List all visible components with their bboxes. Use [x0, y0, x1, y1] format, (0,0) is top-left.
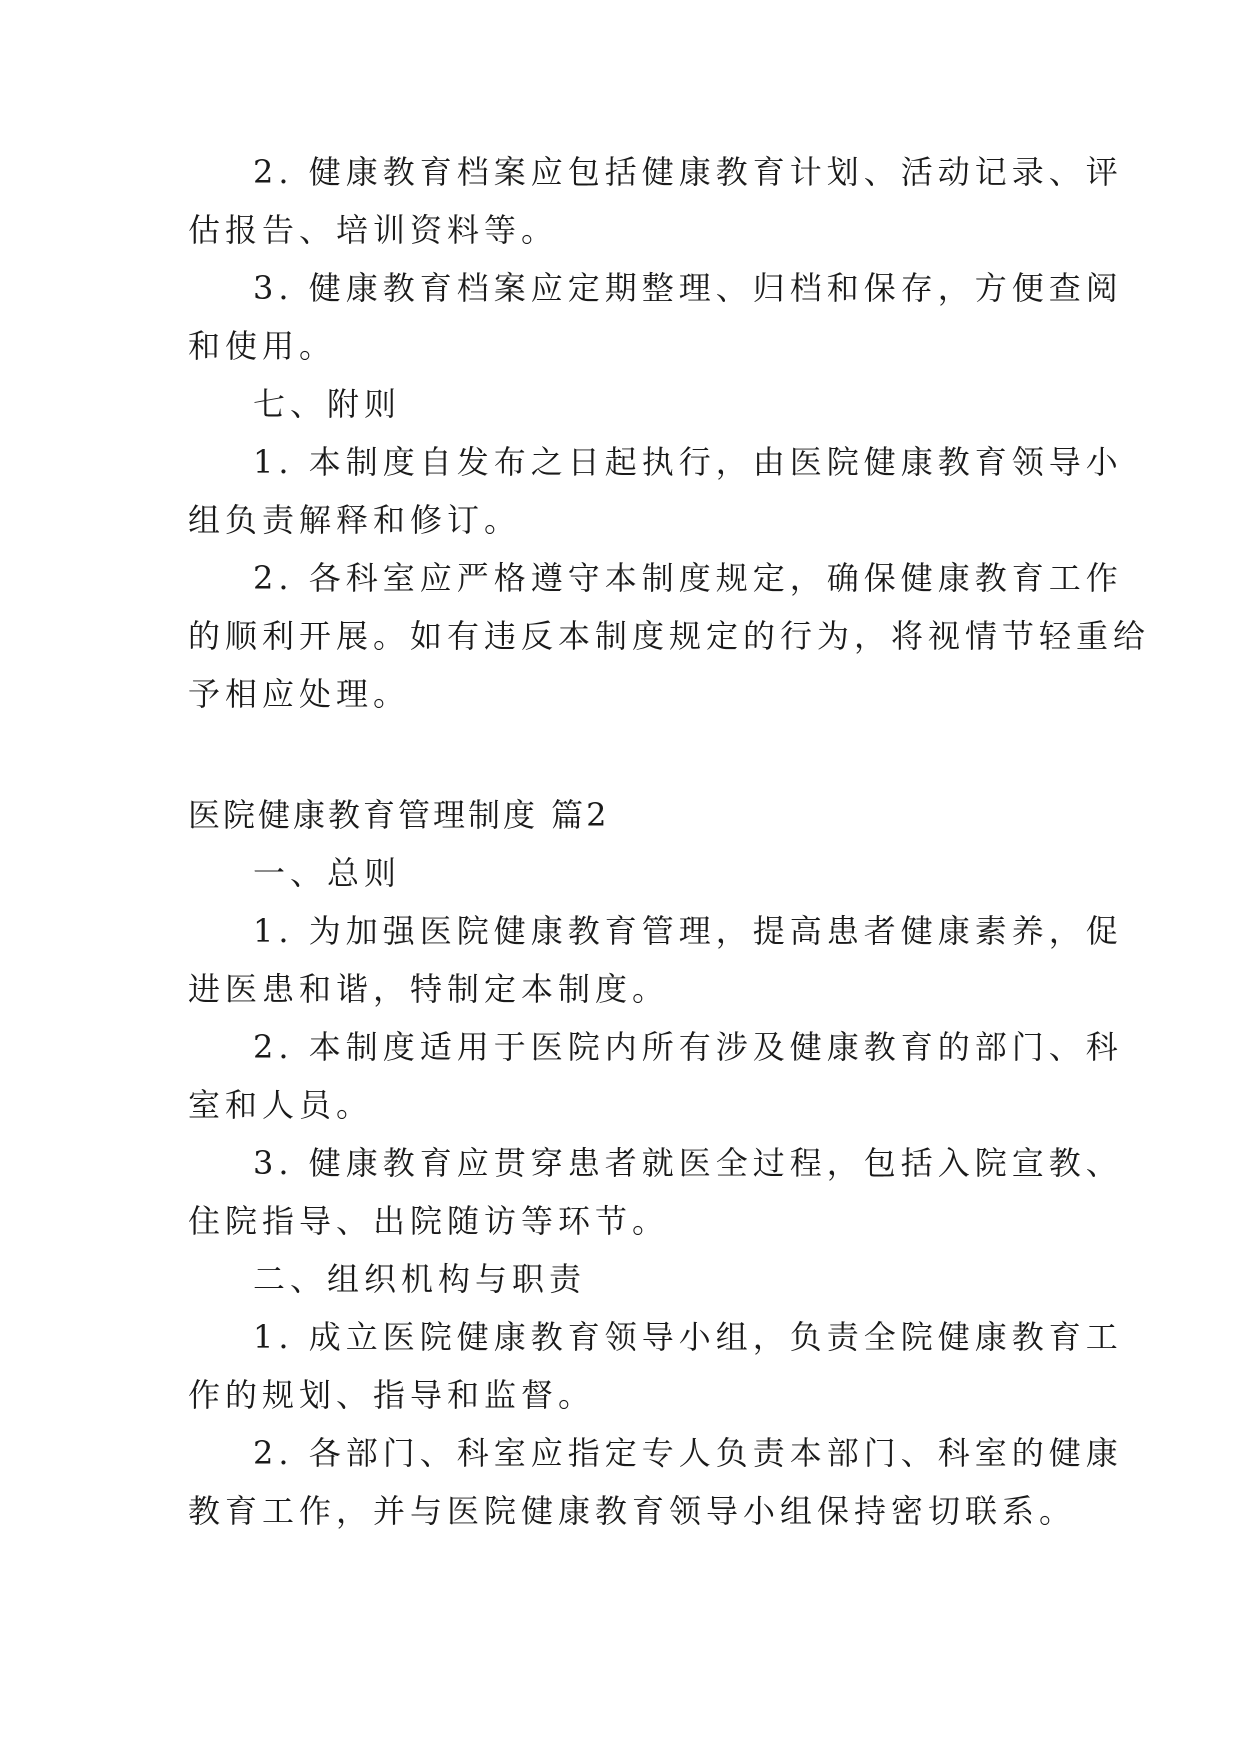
paragraph-line: 1. 为加强医院健康教育管理，提高患者健康素养，促	[253, 912, 1123, 950]
section-heading: 一、总则	[253, 854, 402, 892]
paragraph-line: 2. 本制度适用于医院内所有涉及健康教育的部门、科	[253, 1028, 1123, 1066]
paragraph-line: 2. 健康教育档案应包括健康教育计划、活动记录、评	[253, 153, 1123, 191]
paragraph-line: 2. 各部门、科室应指定专人负责本部门、科室的健康	[253, 1434, 1123, 1472]
paragraph-line: 作的规划、指导和监督。	[188, 1376, 596, 1414]
paragraph-line: 1. 本制度自发布之日起执行，由医院健康教育领导小	[253, 443, 1123, 481]
paragraph-line: 估报告、培训资料等。	[188, 211, 559, 249]
paragraph-line: 教育工作，并与医院健康教育领导小组保持密切联系。	[188, 1492, 1077, 1530]
paragraph-line: 组负责解释和修订。	[188, 501, 522, 539]
paragraph-line: 的顺利开展。如有违反本制度规定的行为，将视情节轻重给	[188, 617, 1151, 655]
paragraph-line: 住院指导、出院随访等环节。	[188, 1202, 670, 1240]
paragraph-line: 3. 健康教育应贯穿患者就医全过程，包括入院宣教、	[253, 1144, 1123, 1182]
paragraph-line: 室和人员。	[188, 1086, 374, 1124]
document-title: 医院健康教育管理制度 篇2	[188, 796, 610, 834]
paragraph-line: 进医患和谐，特制定本制度。	[188, 970, 670, 1008]
section-heading: 二、组织机构与职责	[253, 1260, 587, 1298]
paragraph-line: 2. 各科室应严格遵守本制度规定，确保健康教育工作	[253, 559, 1123, 597]
paragraph-line: 予相应处理。	[188, 675, 411, 713]
paragraph-line: 1. 成立医院健康教育领导小组，负责全院健康教育工	[253, 1318, 1123, 1356]
section-heading: 七、附则	[253, 385, 402, 423]
paragraph-line: 3. 健康教育档案应定期整理、归档和保存，方便查阅	[253, 269, 1123, 307]
paragraph-line: 和使用。	[188, 327, 337, 365]
